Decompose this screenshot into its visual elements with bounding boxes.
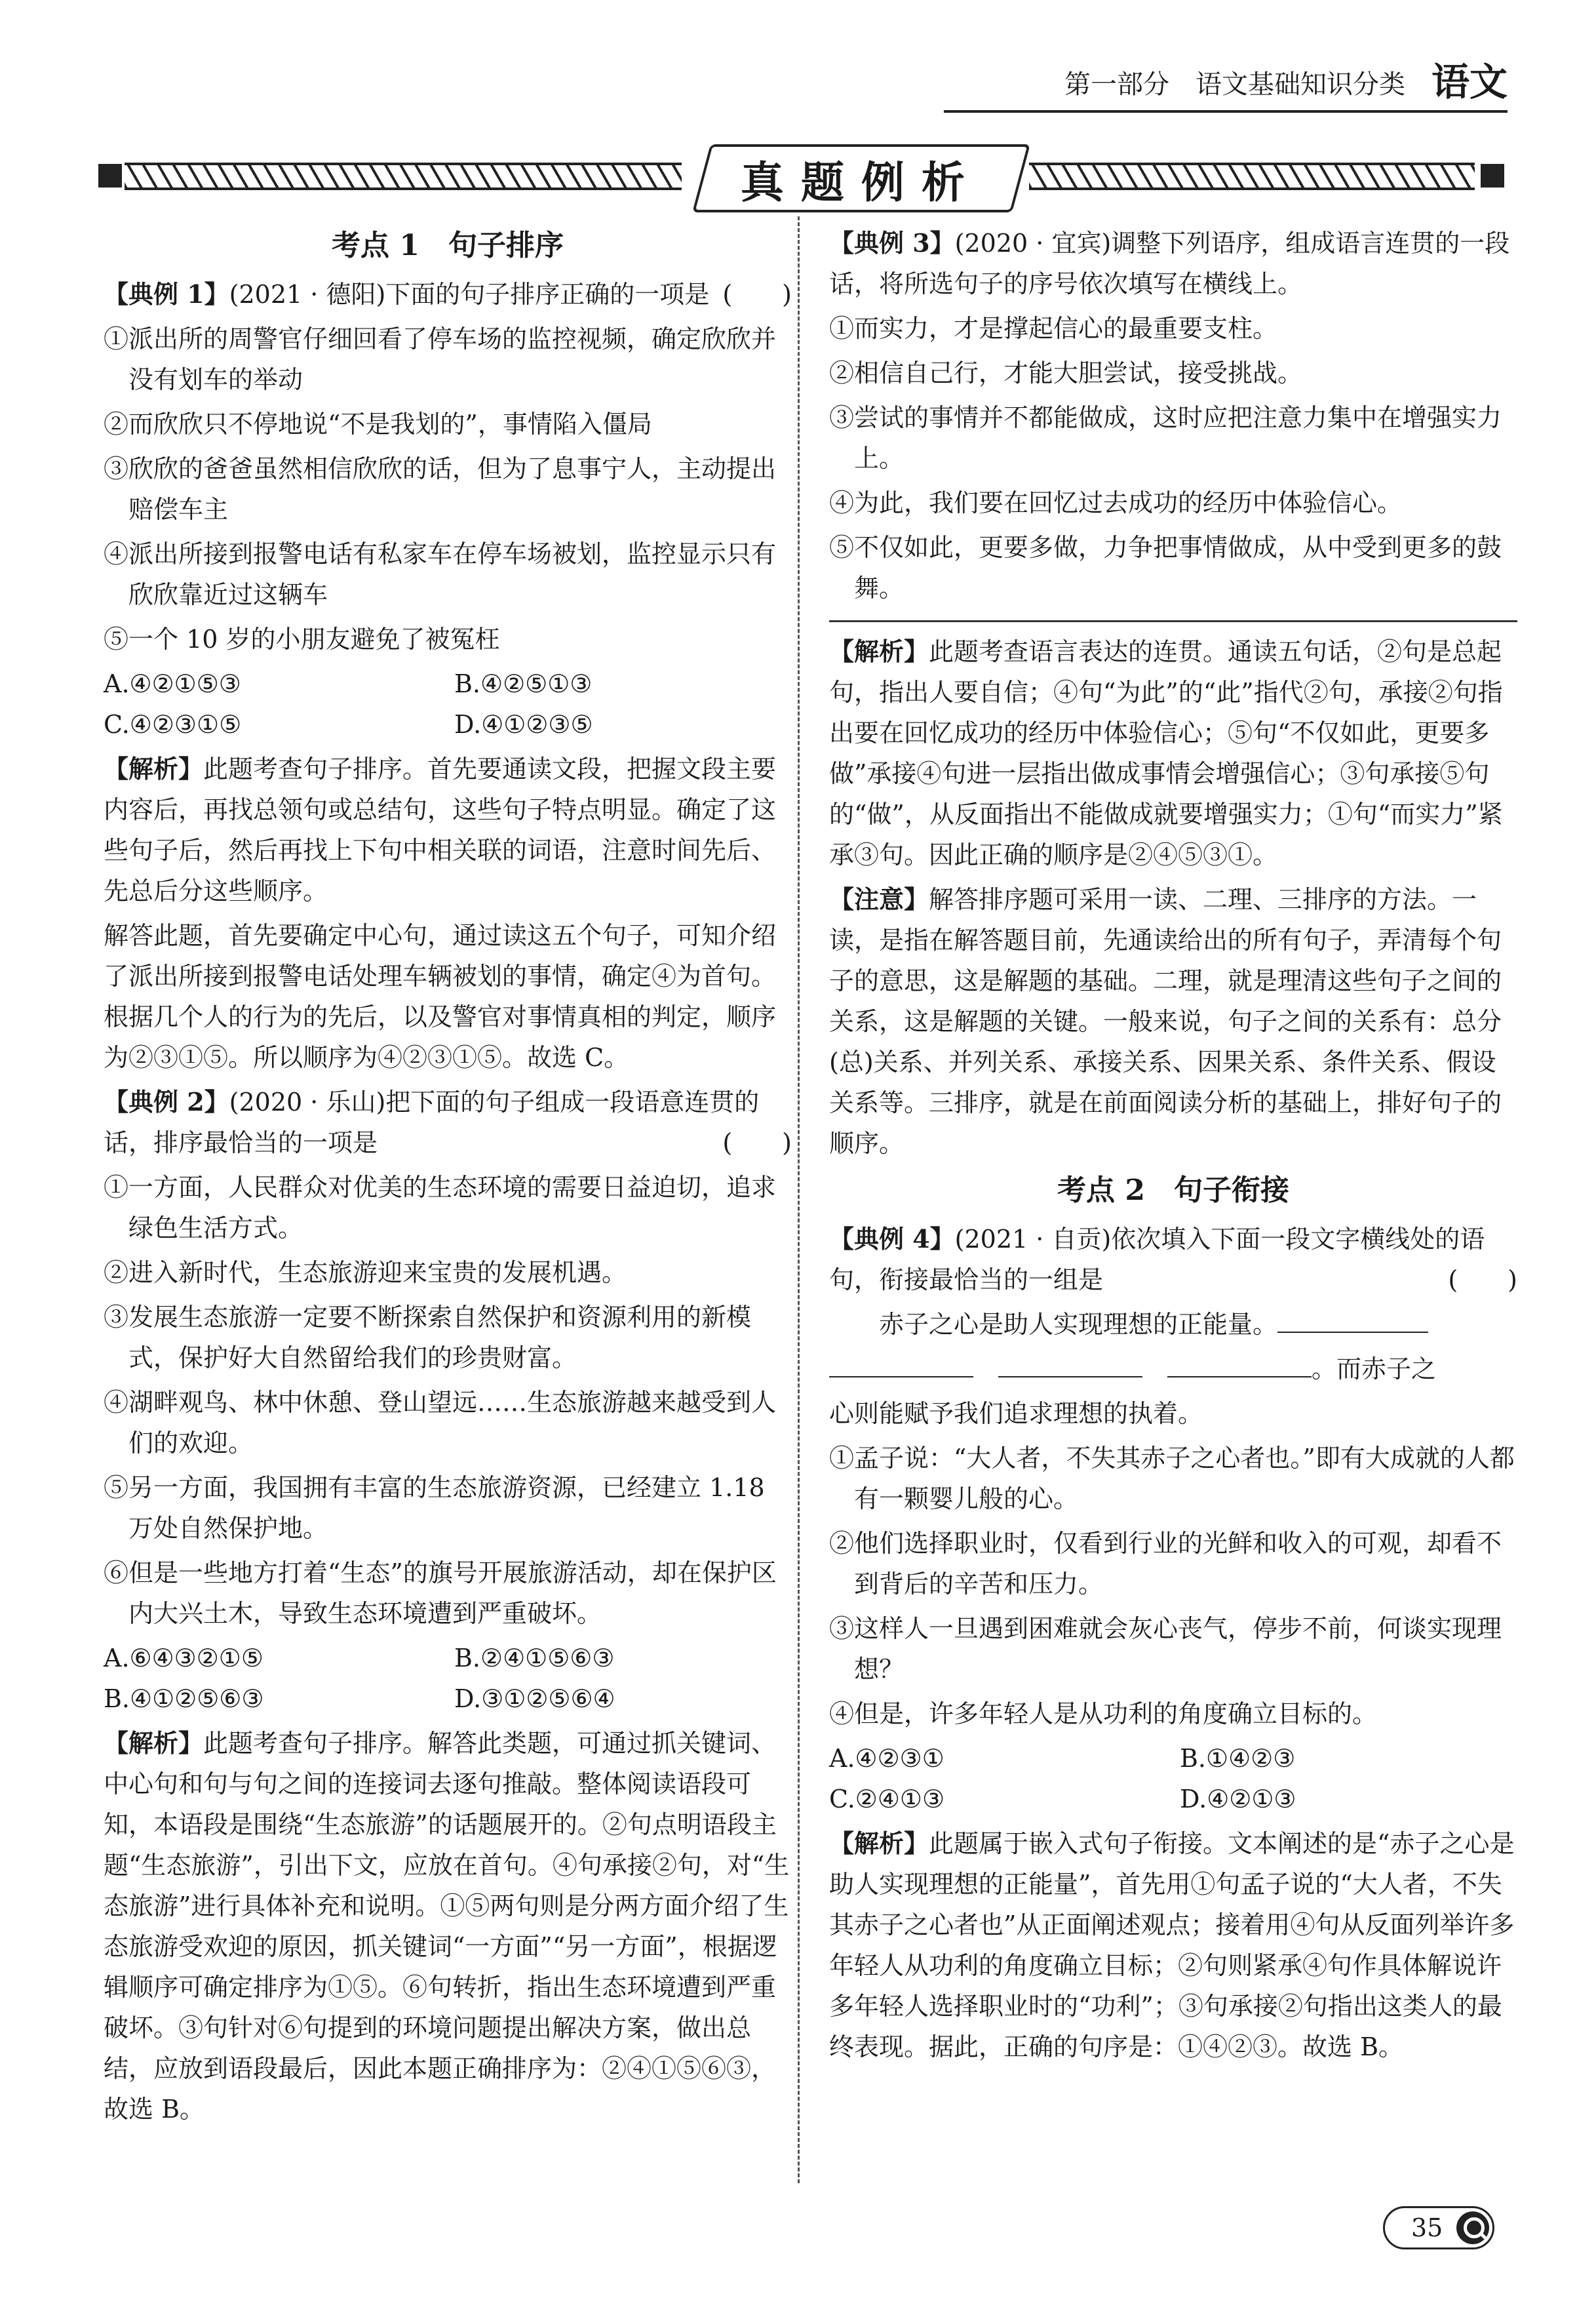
sentence: ②他们选择职业时，仅看到行业的光鲜和收入的可观，却看不到背后的辛苦和压力。 <box>829 1529 1502 1598</box>
answer-blank: ( ) <box>1448 1265 1517 1294</box>
option: B.④②⑤①③ <box>454 669 593 698</box>
sentence: ②相信自己行，才能大胆尝试，接受挑战。 <box>829 359 1303 387</box>
answer-blank: ( ) <box>722 1128 792 1157</box>
banner-square-left <box>98 164 122 188</box>
sentence: ⑥但是一些地方打着“生态”的旗号开展旅游活动，却在保护区内大兴土木，导致生态环境遭到严重破坏。 <box>104 1558 777 1628</box>
option: A.⑥④③②①⑤ <box>104 1644 263 1672</box>
option: D.③①②⑤⑥④ <box>454 1684 615 1713</box>
option: D.④①②③⑤ <box>454 710 593 739</box>
banner-title: 真题例析 <box>692 144 1030 212</box>
option: B.②④①⑤⑥③ <box>454 1644 615 1672</box>
passage-line-3: 心则能赋予我们追求理想的执着。 <box>829 1399 1203 1428</box>
example-2-analysis: 【解析】此题考查句子排序。解答此类题，可通过抓关键词、中心句和句与句之间的连接词去逐句推敲。整体阅读语段可知，本语段是围绕“生态旅游”的话题展开的。②句点明语段主题“生态旅游”，引出下文，应放在首句。④句承接②句，对“生态旅游”进行具体补充和说明。①⑤两句则是分两方面介绍了生态旅游受欢迎的原因，抓关键词“一方面”“另一方面”，根据逻辑顺序可确定排序为①⑤。⑥句转折，指出生态环境遭到严重破坏。③句针对⑥句提到的环境问题提出解决方案，做出总结，应放到语段最后，因此本题正确排序为：②④①⑤⑥③，故选 B。 <box>104 1728 790 2124</box>
sentence: ①而实力，才是撑起信心的最重要支柱。 <box>829 314 1278 343</box>
option: A.④②①⑤③ <box>104 669 241 698</box>
passage-line-1: 赤子之心是助人实现理想的正能量。 <box>829 1304 1517 1345</box>
option: C.④②③①⑤ <box>104 710 242 739</box>
answer-line <box>829 620 1517 622</box>
example-3-stem: 【典例 3】(2020 · 宜宾)调整下列语序，组成语言连贯的一段话，将所选句子的序号依次填写在横线上。 <box>829 228 1510 298</box>
example-3-note: 【注意】解答排序题可采用一读、二理、三排序的方法。一读，是指在解答题目前，先通读给出的所有句子，弄清每个句子的意思，这是解题的基础。二理，就是理清这些句子之间的关系，这是解题的关键。一般来说，句子之间的关系有：总分(总)关系、并列关系、承接关系、因果关系、条件关系、假设关系等。三排序，就是在前面阅读分析的基础上，排好句子的顺序。 <box>829 884 1502 1158</box>
fill-blank <box>1277 1305 1428 1333</box>
kaodian-1-heading: 考点 1 句子排序 <box>332 229 564 262</box>
sentence: ①派出所的周警官仔细回看了停车场的监控视频，确定欣欣并没有划车的举动 <box>104 325 777 394</box>
example-1-stem: 【典例 1】(2021 · 德阳)下面的句子排序正确的一项是 ( ) <box>104 274 792 315</box>
answer-blank: ( ) <box>722 280 792 309</box>
options <box>104 1638 792 1719</box>
sentence: ②进入新时代，生态旅游迎来宝贵的发展机遇。 <box>104 1258 627 1287</box>
sentence: ③尝试的事情并不都能做成，这时应把注意力集中在增强实力上。 <box>829 403 1502 473</box>
fill-blank <box>998 1350 1142 1377</box>
magnifier-icon <box>1456 2211 1489 2244</box>
option: B.①④②③ <box>1180 1744 1296 1773</box>
page-header <box>944 51 1508 113</box>
sentence: ④但是，许多年轻人是从功利的角度确立目标的。 <box>829 1699 1378 1728</box>
column-divider <box>798 216 800 2183</box>
banner-hatch-right <box>1029 163 1475 190</box>
right-column <box>829 223 1517 2071</box>
sentence: ④派出所接到报警电话有私家车在停车场被划，监控显示只有欣欣靠近过这辆车 <box>104 540 777 609</box>
sentence: ①一方面，人民群众对优美的生态环境的需要日益迫切，追求绿色生活方式。 <box>104 1173 777 1242</box>
banner-hatch-left <box>125 163 682 190</box>
sentence: ③发展生态旅游一定要不断探索自然保护和资源利用的新模式，保护好大自然留给我们的珍贵财富。 <box>104 1303 752 1372</box>
sentence: ⑤不仅如此，更要多做，力争把事情做成，从中受到更多的鼓舞。 <box>829 533 1502 603</box>
passage-line-2: 。而赤子之 <box>829 1349 1517 1389</box>
example-1-analysis-2: 解答此题，首先要确定中心句，通过读这五个句子，可知介绍了派出所接到报警电话处理车辆被划的事情，确定④为首句。根据几个人的行为的先后，以及警官对事情真相的判定，顺序为②③①⑤。所以顺序为④②③①⑤。故选 C。 <box>104 921 777 1072</box>
page-number: 35 <box>1411 2213 1443 2242</box>
option: D.④②①③ <box>1180 1785 1296 1813</box>
sentence: ⑤另一方面，我国拥有丰富的生态旅游资源，已经建立 1.18 万处自然保护地。 <box>104 1473 765 1543</box>
option: C.②④①③ <box>829 1785 945 1813</box>
option: A.④②③① <box>829 1744 944 1773</box>
example-2-stem: 【典例 2】(2020 · 乐山)把下面的句子组成一段语意连贯的话，排序最恰当的一项是 ( ) <box>104 1082 792 1163</box>
options <box>104 663 792 745</box>
sentence: ④为此，我们要在回忆过去成功的经历中体验信心。 <box>829 488 1403 517</box>
example-1-analysis: 【解析】此题考查句子排序。首先要通读文段，把握文段主要内容后，再找总领句或总结句，这些句子特点明显。确定了这些句子后，然后再找上下句中相关联的词语，注意时间先后、先总后分这些顺序。 <box>104 754 777 905</box>
left-column <box>104 223 792 2133</box>
sentence: ②而欣欣只不停地说“不是我划的”，事情陷入僵局 <box>104 410 652 439</box>
options <box>829 1738 1517 1819</box>
fill-blank <box>1167 1350 1312 1377</box>
section-banner <box>98 149 1504 208</box>
example-4-stem: 【典例 4】(2021 · 自贡)依次填入下面一段文字横线处的语句，衔接最恰当的一组是 ( ) <box>829 1219 1517 1300</box>
page-footer <box>1383 2206 1501 2253</box>
example-3-analysis: 【解析】此题考查语言表达的连贯。通读五句话，②句是总起句，指出人要自信；④句“为此”的“此”指代②句，承接②句指出要在回忆成功的经历中体验信心；⑤句“不仅如此，更要多做”承接④句进一层指出做成事情会增强信心；③句承接⑤句的“做”，从反面指出不能做成就要增强实力；①句“而实力”紧承③句。因此正确的顺序是②④⑤③①。 <box>829 637 1503 869</box>
sentence: ④湖畔观鸟、林中休憩、登山望远……生态旅游越来越受到人们的欢迎。 <box>104 1388 777 1457</box>
example-4-analysis: 【解析】此题属于嵌入式句子衔接。文本阐述的是“赤子之心是助人实现理想的正能量”，首先用①句孟子说的“大人者，不失其赤子之心者也”从正面阐述观点；接着用④句从反面列举许多年轻人从功利的角度确立目标；②句则紧承④句作具体解说许多年轻人选择职业时的“功利”；③句承接②句指出这类人的最终表现。据此，正确的句序是：①④②③。故选 B。 <box>829 1829 1515 2061</box>
kaodian-2-heading: 考点 2 句子衔接 <box>1057 1174 1289 1207</box>
sentence: ③欣欣的爸爸虽然相信欣欣的话，但为了息事宁人，主动提出赔偿车主 <box>104 454 777 524</box>
banner-square-right <box>1481 164 1504 188</box>
sentence: ③这样人一旦遇到困难就会灰心丧气，停步不前，何谈实现理想？ <box>829 1614 1502 1684</box>
subject-title: 语文 <box>1431 60 1508 104</box>
part-title: 第一部分 语文基础知识分类 <box>1064 69 1405 100</box>
option: B.④①②⑤⑥③ <box>104 1684 264 1713</box>
sentence: ⑤一个 10 岁的小朋友避免了被冤枉 <box>104 625 500 654</box>
fill-blank <box>829 1350 973 1377</box>
sentence: ①孟子说：“大人者，不失其赤子之心者也。”即有大成就的人都有一颗婴儿般的心。 <box>829 1444 1515 1513</box>
